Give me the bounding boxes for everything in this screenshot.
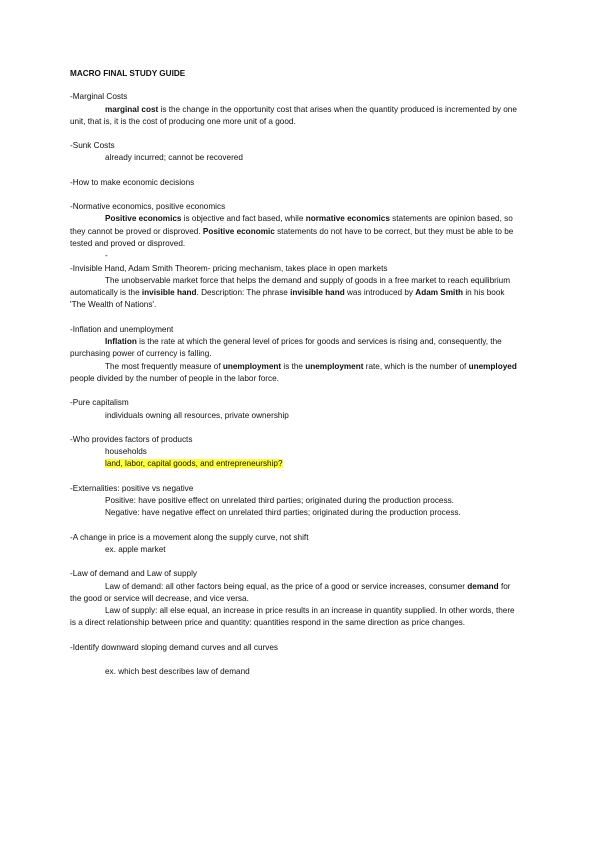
bold-term: unemployment xyxy=(305,361,364,371)
bold-term: demand xyxy=(467,581,499,591)
section-heading: -Pure capitalism xyxy=(70,398,129,408)
bold-term: invisible hand xyxy=(290,288,345,298)
section-heading: -A change in price is a movement along the supply curve, not shift xyxy=(70,532,309,542)
bold-term: Positive economics xyxy=(105,214,182,224)
section-heading: -Identify downward sloping demand curves and all curves xyxy=(70,642,278,652)
section-sunk-costs xyxy=(70,140,520,165)
section-demand-curves xyxy=(70,642,520,679)
document-page xyxy=(70,68,520,690)
section-heading: -Law of demand and Law of supply xyxy=(70,569,197,579)
body-text: is the rate at which the general level of prices for goods and services is rising and, consequently, the purchasing power of currency is falling. xyxy=(70,337,502,359)
bold-term: Inflation xyxy=(105,337,137,347)
section-heading: -Inflation and unemployment xyxy=(70,324,174,334)
body-text: The most frequently measure of xyxy=(105,361,223,371)
section-heading: -How to make economic decisions xyxy=(70,177,195,187)
section-heading: -Externalities: positive vs negative xyxy=(70,483,194,493)
highlight-text: land, labor, capital goods, and entrepreneurship? xyxy=(105,459,283,469)
body-text: is the change in the opportunity cost that arises when the quantity produced is incremented by one unit, that is, it is the cost of producing one more unit of a good. xyxy=(70,104,517,126)
highlighted-line xyxy=(70,458,520,470)
section-pure-capitalism xyxy=(70,397,520,422)
body-text: Law of demand: all other factors being equal, as the price of a good or service increases, consumer xyxy=(105,581,468,591)
section-invisible-hand xyxy=(70,263,520,312)
body-text: is the xyxy=(281,361,306,371)
section-body: Positive: have positive effect on unrelated third parties; originated during the production process. xyxy=(105,496,454,506)
bold-term: normative economics xyxy=(305,214,390,224)
section-heading: -Sunk Costs xyxy=(70,141,115,151)
section-externalities xyxy=(70,483,520,520)
bold-term: Positive economic xyxy=(202,226,275,236)
body-text: statements do not have to be correct, but they must be able to be tested and proved or disproved. xyxy=(70,226,514,248)
section-body: households xyxy=(105,447,147,457)
section-example: ex. which best describes law of demand xyxy=(105,666,250,676)
document-title: MACRO FINAL STUDY GUIDE xyxy=(70,69,186,78)
section-body xyxy=(70,213,520,250)
section-normative-positive xyxy=(70,201,520,262)
section-body: individuals owning all resources, private ownership xyxy=(105,410,289,420)
section-body: Negative: have negative effect on unrelated third parties; originated during the production process. xyxy=(105,508,461,518)
section-heading: -Marginal Costs xyxy=(70,92,128,102)
body-text: for the good or service will decrease, and vice versa. xyxy=(70,581,511,603)
section-economic-decisions xyxy=(70,177,520,189)
section-inflation-unemployment xyxy=(70,324,520,385)
section-marginal-costs xyxy=(70,91,520,128)
blank-line xyxy=(70,654,520,666)
dash-marker: - xyxy=(105,251,108,261)
bold-term: unemployment xyxy=(222,361,282,371)
body-text: rate, which is the number of xyxy=(363,361,469,371)
section-price-change xyxy=(70,532,520,557)
section-laws-demand-supply xyxy=(70,568,520,629)
bold-term: unemployed xyxy=(468,361,517,371)
section-factors-of-production xyxy=(70,434,520,471)
section-body xyxy=(70,581,520,606)
body-text: people divided by the number of people in the labor force. xyxy=(70,373,279,383)
body-text: The unobservable market force that helps the demand and supply of goods in a free market to reach equilibrium automatically is the xyxy=(70,275,511,298)
bold-term: Adam Smith xyxy=(415,288,464,298)
section-heading: -Invisible Hand, Adam Smith Theorem- pricing mechanism, takes place in open markets xyxy=(70,263,388,273)
section-body xyxy=(70,361,520,386)
section-heading: -Normative economics, positive economics xyxy=(70,202,226,212)
bold-term: marginal cost xyxy=(105,104,159,114)
section-body xyxy=(70,104,520,129)
section-heading: -Who provides factors of products xyxy=(70,434,193,444)
section-body: Law of supply: all else equal, an increase in price results in an increase in quantity supplied. In other words, there is a direct relationship between price and quantity: quantities respond in the same direction as price changes. xyxy=(70,606,515,628)
section-body: already incurred; cannot be recovered xyxy=(105,153,243,163)
section-body xyxy=(70,336,520,361)
body-text: was introduced by xyxy=(344,288,416,298)
body-text: in his book 'The Wealth of Nations'. xyxy=(70,288,505,310)
bold-term: invisible hand xyxy=(141,288,197,298)
body-text: is objective and fact based, while xyxy=(181,214,306,224)
section-body xyxy=(70,275,520,312)
section-example: ex. apple market xyxy=(105,544,166,554)
body-text: statements are opinion based, so they cannot be proved or disproved. xyxy=(70,214,513,236)
body-text: . Description: The phrase xyxy=(196,288,291,298)
